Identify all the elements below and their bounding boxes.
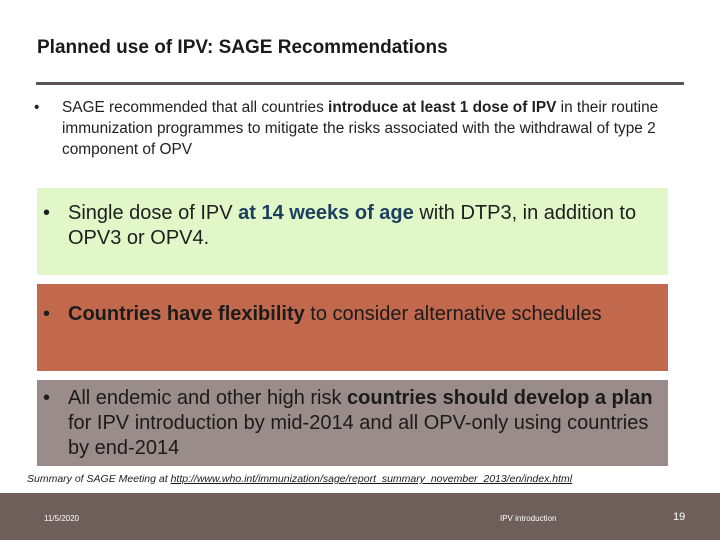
page-number: 19 [673,511,686,523]
recommendation-box-plan [37,380,668,466]
box-text-before: Single dose of IPV [68,202,239,224]
box-text-after: with DTP3, in addition to OPV3 or OPV4. [68,202,637,249]
footer-date: 11/5/2020 [44,514,79,523]
box-text [68,386,668,466]
intro-text-after: in their routine immunization programmes to mitigate the risks associated with the withdrawal of type 2 component of OPV [62,99,659,158]
intro-text [62,97,700,160]
source-label: Summary of SAGE Meeting at [27,473,171,485]
bullet-marker: • [34,99,40,116]
title-divider [36,82,684,85]
bullet-marker: • [43,303,51,325]
footer-topic: IPV introduction [500,514,557,523]
bullet-marker: • [43,202,51,224]
recommendation-box-flexibility [37,284,668,371]
source-citation [27,473,707,485]
intro-bullet [32,97,700,160]
slide-title: Planned use of IPV: SAGE Recommendations [37,37,448,58]
footer-bar [0,493,720,540]
box-text [68,302,668,371]
box-text-highlight: countries should develop a plan [347,387,653,409]
intro-text-before: SAGE recommended that all countries [62,99,329,116]
source-link[interactable]: http://www.who.int/immunization/sage/report_summary_november_2013/en/index.html [170,473,573,485]
box-text-before: All endemic and other high risk [68,387,348,409]
box-text-after: for IPV introduction by mid-2014 and all OPV-only using countries by end-2014 [68,412,649,459]
intro-text-bold: introduce at least 1 dose of IPV [328,99,557,116]
box-text-after: to consider alternative schedules [304,303,602,325]
bullet-marker: • [43,387,51,409]
box-text [68,201,668,275]
box-text-highlight: at 14 weeks of age [238,202,414,224]
recommendation-box-single-dose [37,188,668,275]
box-text-highlight: Countries have flexibility [68,303,305,325]
